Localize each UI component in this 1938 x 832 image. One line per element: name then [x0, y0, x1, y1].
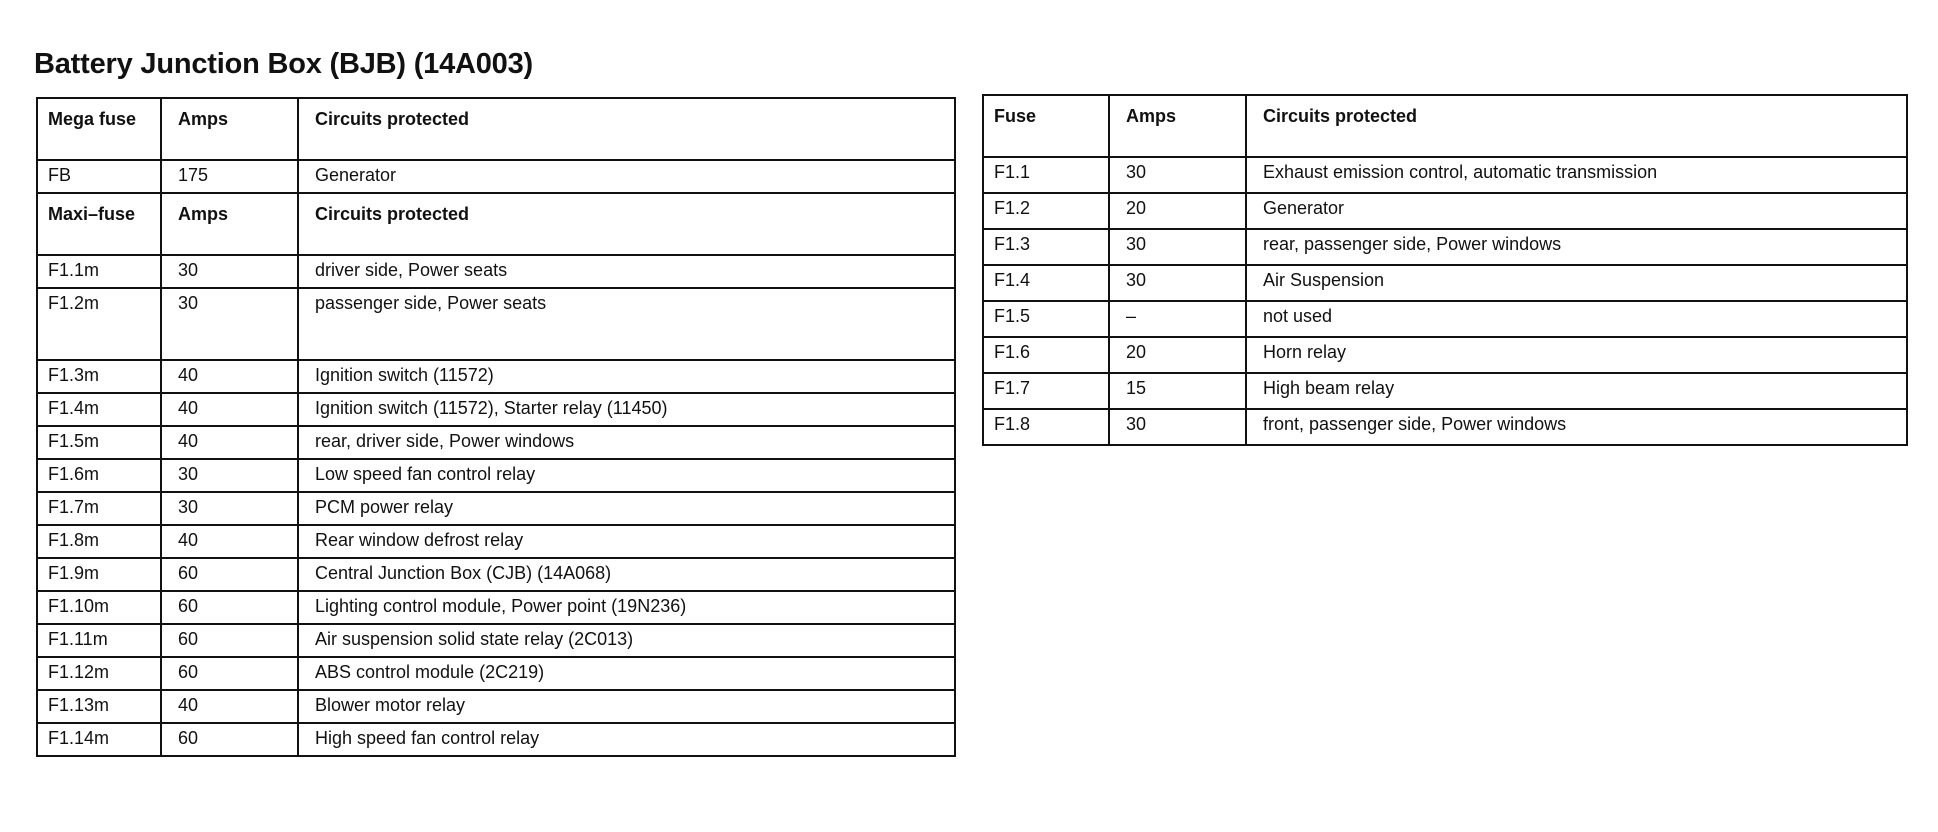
cell-amps: 30 [1109, 157, 1246, 193]
cell-circuits: Air suspension solid state relay (2C013) [298, 624, 955, 657]
cell-amps: 15 [1109, 373, 1246, 409]
cell-fuse: F1.4 [983, 265, 1109, 301]
table-row [37, 723, 955, 756]
header-cell-amps: Amps [1109, 95, 1246, 157]
cell-amps: 30 [161, 288, 298, 360]
cell-circuits: PCM power relay [298, 492, 955, 525]
table-row [37, 160, 955, 193]
cell-amps: 60 [161, 657, 298, 690]
header-cell-amps: Amps [161, 193, 298, 255]
cell-circuits: passenger side, Power seats [298, 288, 955, 360]
table-row [37, 558, 955, 591]
cell-amps: – [1109, 301, 1246, 337]
cell-circuits: Lighting control module, Power point (19N236) [298, 591, 955, 624]
cell-fuse: F1.4m [37, 393, 161, 426]
cell-fuse: F1.3 [983, 229, 1109, 265]
header-cell-fuse: Fuse [983, 95, 1109, 157]
cell-amps: 40 [161, 360, 298, 393]
cell-circuits: Exhaust emission control, automatic transmission [1246, 157, 1907, 193]
cell-circuits: Generator [298, 160, 955, 193]
cell-fuse: F1.1 [983, 157, 1109, 193]
table-row [37, 459, 955, 492]
cell-amps: 30 [1109, 409, 1246, 445]
cell-fuse: F1.6 [983, 337, 1109, 373]
cell-fuse: F1.10m [37, 591, 161, 624]
cell-amps: 40 [161, 690, 298, 723]
cell-circuits: High speed fan control relay [298, 723, 955, 756]
header-cell-circuits: Circuits protected [1246, 95, 1907, 157]
header-cell-fuse: Mega fuse [37, 98, 161, 160]
cell-fuse: F1.14m [37, 723, 161, 756]
cell-circuits: rear, passenger side, Power windows [1246, 229, 1907, 265]
cell-amps: 175 [161, 160, 298, 193]
cell-circuits: Low speed fan control relay [298, 459, 955, 492]
cell-circuits: Horn relay [1246, 337, 1907, 373]
cell-fuse: F1.12m [37, 657, 161, 690]
cell-circuits: rear, driver side, Power windows [298, 426, 955, 459]
table-row [37, 690, 955, 723]
bjb-fuse-table [982, 94, 1908, 446]
table-row [37, 360, 955, 393]
cell-fuse: F1.2 [983, 193, 1109, 229]
cell-fuse: F1.11m [37, 624, 161, 657]
cell-amps: 60 [161, 624, 298, 657]
table-row [37, 591, 955, 624]
cell-fuse: F1.3m [37, 360, 161, 393]
cell-amps: 30 [161, 255, 298, 288]
cell-fuse: F1.5m [37, 426, 161, 459]
cell-circuits: Ignition switch (11572), Starter relay (11450) [298, 393, 955, 426]
table-header-row [37, 98, 955, 160]
header-cell-amps: Amps [161, 98, 298, 160]
cell-fuse: F1.7 [983, 373, 1109, 409]
cell-amps: 40 [161, 525, 298, 558]
header-cell-fuse: Maxi–fuse [37, 193, 161, 255]
table-row [983, 373, 1907, 409]
cell-circuits: Generator [1246, 193, 1907, 229]
table-row [983, 301, 1907, 337]
table-row [983, 409, 1907, 445]
cell-fuse: F1.2m [37, 288, 161, 360]
table-row [983, 157, 1907, 193]
cell-fuse: F1.9m [37, 558, 161, 591]
cell-fuse: F1.13m [37, 690, 161, 723]
cell-amps: 60 [161, 558, 298, 591]
table-row [983, 337, 1907, 373]
cell-circuits: Ignition switch (11572) [298, 360, 955, 393]
table-row [37, 288, 955, 360]
cell-fuse: FB [37, 160, 161, 193]
table-row [37, 255, 955, 288]
cell-amps: 60 [161, 723, 298, 756]
cell-circuits: front, passenger side, Power windows [1246, 409, 1907, 445]
cell-amps: 20 [1109, 193, 1246, 229]
cell-fuse: F1.5 [983, 301, 1109, 337]
cell-fuse: F1.8m [37, 525, 161, 558]
cell-circuits: not used [1246, 301, 1907, 337]
header-cell-circuits: Circuits protected [298, 193, 955, 255]
table-header-row [37, 193, 955, 255]
cell-circuits: ABS control module (2C219) [298, 657, 955, 690]
table-row [37, 393, 955, 426]
table-row [37, 525, 955, 558]
cell-circuits: driver side, Power seats [298, 255, 955, 288]
cell-circuits: High beam relay [1246, 373, 1907, 409]
cell-fuse: F1.8 [983, 409, 1109, 445]
table-row [983, 193, 1907, 229]
cell-amps: 40 [161, 393, 298, 426]
cell-amps: 20 [1109, 337, 1246, 373]
cell-circuits: Blower motor relay [298, 690, 955, 723]
table-row [37, 624, 955, 657]
table-row [37, 657, 955, 690]
cell-fuse: F1.7m [37, 492, 161, 525]
cell-fuse: F1.1m [37, 255, 161, 288]
cell-amps: 60 [161, 591, 298, 624]
table-row [37, 426, 955, 459]
cell-fuse: F1.6m [37, 459, 161, 492]
cell-amps: 40 [161, 426, 298, 459]
cell-amps: 30 [1109, 229, 1246, 265]
header-cell-circuits: Circuits protected [298, 98, 955, 160]
table-row [983, 229, 1907, 265]
cell-amps: 30 [161, 459, 298, 492]
cell-amps: 30 [1109, 265, 1246, 301]
table-header-row [983, 95, 1907, 157]
cell-circuits: Air Suspension [1246, 265, 1907, 301]
cell-circuits: Central Junction Box (CJB) (14A068) [298, 558, 955, 591]
bjb-maxi-fuse-table [36, 97, 956, 757]
page-title: Battery Junction Box (BJB) (14A003) [34, 48, 533, 80]
cell-circuits: Rear window defrost relay [298, 525, 955, 558]
cell-amps: 30 [161, 492, 298, 525]
table-row [983, 265, 1907, 301]
table-row [37, 492, 955, 525]
